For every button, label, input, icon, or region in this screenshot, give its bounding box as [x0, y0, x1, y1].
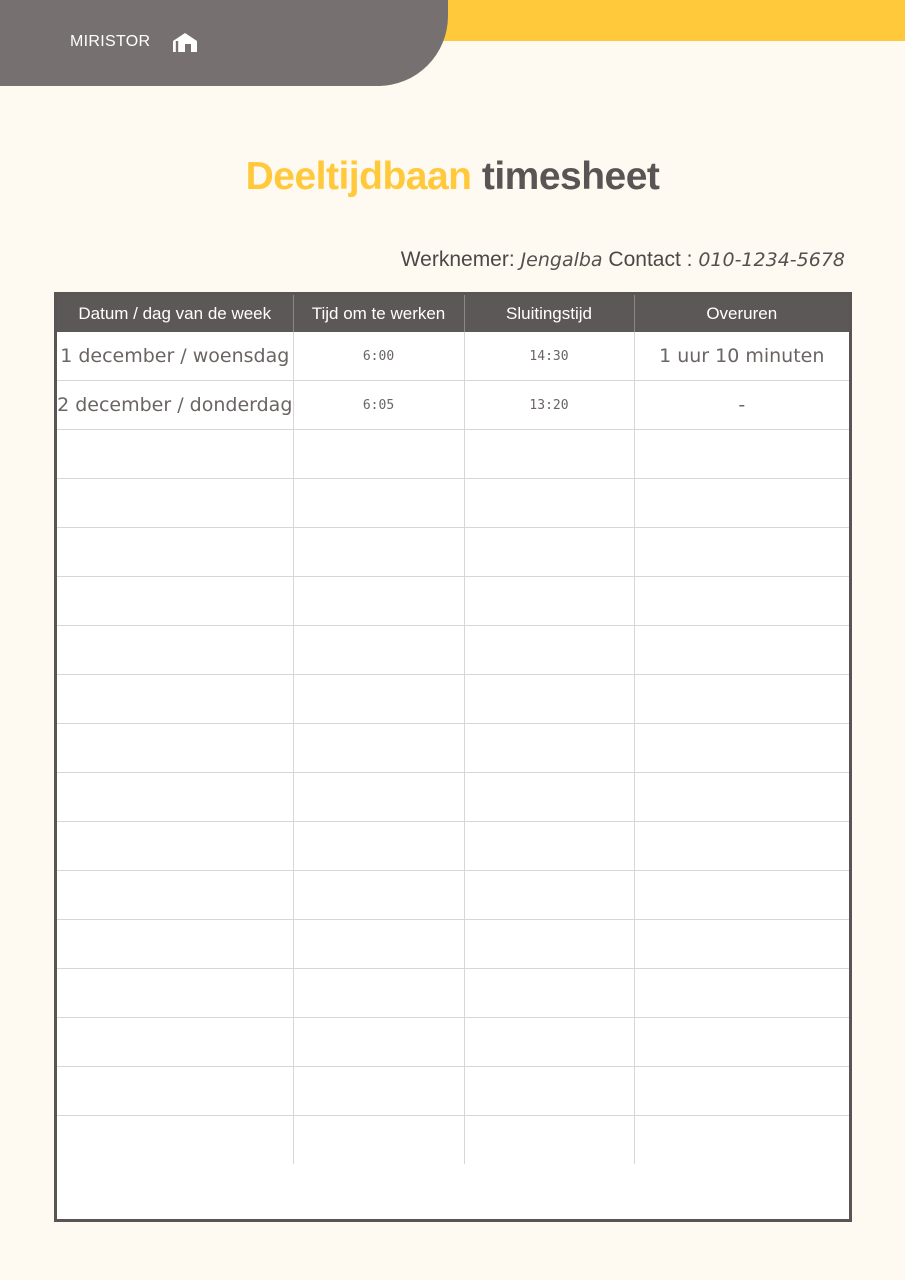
table-row	[57, 1116, 849, 1165]
cell-closing-time[interactable]	[464, 822, 634, 871]
header-gray-band	[0, 0, 448, 86]
cell-start-time[interactable]	[293, 969, 464, 1018]
table-row	[57, 871, 849, 920]
cell-overtime[interactable]	[634, 969, 849, 1018]
cell-start-time[interactable]	[293, 1067, 464, 1116]
column-header-date: Datum / dag van de week	[57, 295, 293, 332]
cell-overtime[interactable]	[634, 1067, 849, 1116]
table-row	[57, 675, 849, 724]
employee-contact-line	[401, 248, 845, 272]
cell-date[interactable]	[57, 577, 293, 626]
home-icon	[171, 31, 199, 53]
cell-start-time[interactable]	[293, 920, 464, 969]
cell-start-time[interactable]	[293, 528, 464, 577]
table-row	[57, 528, 849, 577]
cell-date[interactable]	[57, 1018, 293, 1067]
cell-overtime[interactable]	[634, 430, 849, 479]
cell-date[interactable]: 2 december / donderdag	[57, 381, 293, 430]
cell-start-time[interactable]	[293, 479, 464, 528]
cell-date[interactable]	[57, 430, 293, 479]
cell-start-time[interactable]: 6:00	[293, 332, 464, 381]
table-row	[57, 724, 849, 773]
cell-date[interactable]	[57, 724, 293, 773]
timesheet-table	[57, 295, 849, 1164]
table-row	[57, 773, 849, 822]
cell-start-time[interactable]	[293, 626, 464, 675]
page-title	[0, 155, 905, 199]
cell-closing-time[interactable]	[464, 871, 634, 920]
cell-closing-time[interactable]	[464, 773, 634, 822]
cell-start-time[interactable]	[293, 724, 464, 773]
cell-start-time[interactable]	[293, 773, 464, 822]
cell-start-time[interactable]	[293, 822, 464, 871]
cell-overtime[interactable]	[634, 871, 849, 920]
cell-overtime[interactable]: -	[634, 381, 849, 430]
cell-date[interactable]	[57, 479, 293, 528]
table-row	[57, 577, 849, 626]
table-row	[57, 920, 849, 969]
table-row	[57, 430, 849, 479]
cell-overtime[interactable]	[634, 577, 849, 626]
column-header-closing-time: Sluitingstijd	[464, 295, 634, 332]
table-row	[57, 1018, 849, 1067]
cell-closing-time[interactable]	[464, 1018, 634, 1067]
cell-closing-time[interactable]	[464, 626, 634, 675]
cell-overtime[interactable]	[634, 920, 849, 969]
cell-closing-time[interactable]	[464, 577, 634, 626]
cell-start-time[interactable]: 6:05	[293, 381, 464, 430]
cell-date[interactable]	[57, 920, 293, 969]
cell-start-time[interactable]	[293, 675, 464, 724]
title-rest: timesheet	[481, 155, 660, 198]
table-header-row	[57, 295, 849, 332]
cell-closing-time[interactable]	[464, 969, 634, 1018]
table-row	[57, 1067, 849, 1116]
table-row	[57, 626, 849, 675]
cell-overtime[interactable]	[634, 1116, 849, 1165]
contact-value: 010-1234-5678	[698, 249, 845, 271]
cell-closing-time[interactable]: 14:30	[464, 332, 634, 381]
cell-date[interactable]	[57, 1067, 293, 1116]
cell-start-time[interactable]	[293, 430, 464, 479]
table-row	[57, 479, 849, 528]
cell-date[interactable]	[57, 626, 293, 675]
cell-date[interactable]	[57, 822, 293, 871]
column-header-start-time: Tijd om te werken	[293, 295, 464, 332]
cell-start-time[interactable]	[293, 577, 464, 626]
table-row	[57, 822, 849, 871]
table-row	[57, 332, 849, 381]
column-header-overtime: Overuren	[634, 295, 849, 332]
cell-start-time[interactable]	[293, 871, 464, 920]
cell-closing-time[interactable]	[464, 1067, 634, 1116]
cell-overtime[interactable]	[634, 773, 849, 822]
cell-overtime[interactable]	[634, 675, 849, 724]
cell-start-time[interactable]	[293, 1116, 464, 1165]
cell-closing-time[interactable]	[464, 920, 634, 969]
employee-value: Jengalba	[520, 249, 603, 271]
cell-closing-time[interactable]	[464, 724, 634, 773]
cell-date[interactable]: 1 december / woensdag	[57, 332, 293, 381]
cell-date[interactable]	[57, 969, 293, 1018]
table-row	[57, 969, 849, 1018]
brand-name: MIRISTOR	[70, 33, 151, 50]
cell-closing-time[interactable]	[464, 1116, 634, 1165]
cell-overtime[interactable]	[634, 626, 849, 675]
cell-closing-time[interactable]	[464, 675, 634, 724]
cell-closing-time[interactable]: 13:20	[464, 381, 634, 430]
cell-date[interactable]	[57, 773, 293, 822]
timesheet-table-frame	[54, 292, 852, 1222]
cell-overtime[interactable]	[634, 528, 849, 577]
cell-closing-time[interactable]	[464, 479, 634, 528]
cell-date[interactable]	[57, 871, 293, 920]
contact-label: Contact :	[608, 248, 693, 271]
cell-start-time[interactable]	[293, 1018, 464, 1067]
cell-closing-time[interactable]	[464, 430, 634, 479]
cell-closing-time[interactable]	[464, 528, 634, 577]
cell-date[interactable]	[57, 675, 293, 724]
cell-overtime[interactable]	[634, 822, 849, 871]
cell-overtime[interactable]	[634, 724, 849, 773]
cell-date[interactable]	[57, 1116, 293, 1165]
title-highlight: Deeltijdbaan	[245, 155, 472, 198]
cell-date[interactable]	[57, 528, 293, 577]
employee-label: Werknemer:	[400, 248, 515, 271]
cell-overtime[interactable]	[634, 1018, 849, 1067]
cell-overtime[interactable]	[634, 479, 849, 528]
table-row	[57, 381, 849, 430]
cell-overtime[interactable]: 1 uur 10 minuten	[634, 332, 849, 381]
